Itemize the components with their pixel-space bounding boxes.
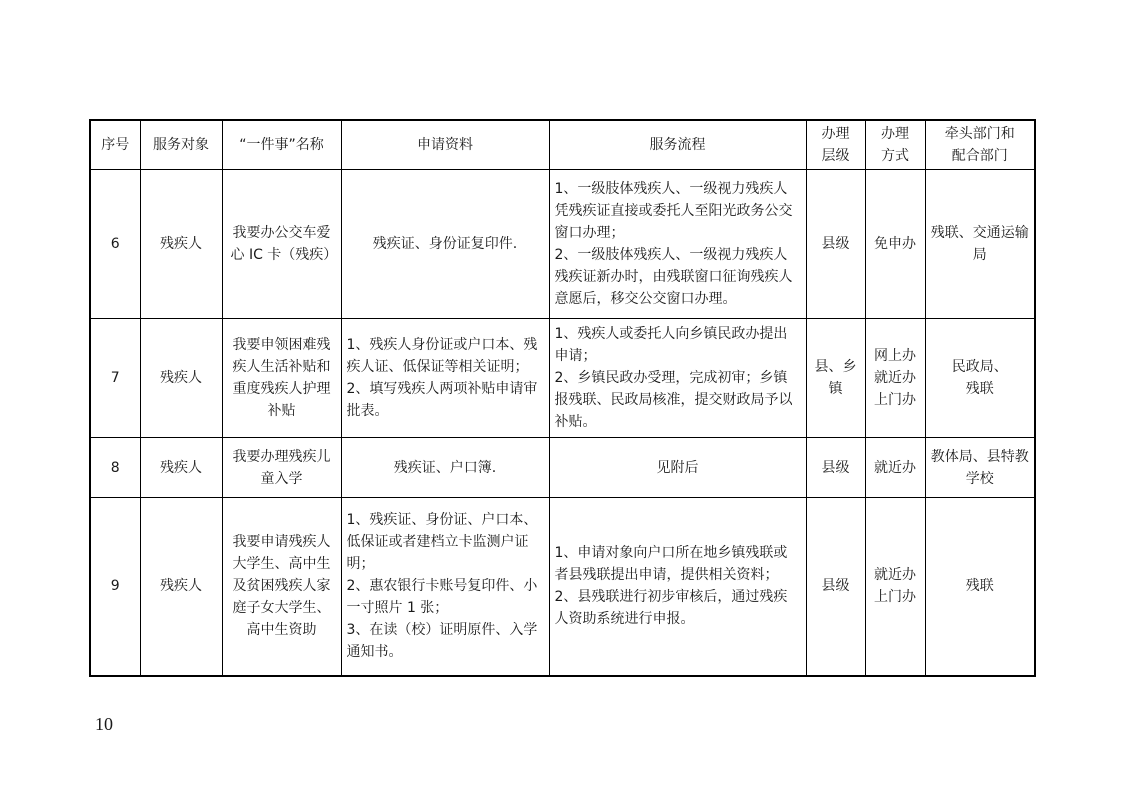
cell-materials: 残疾证、户口簿. [341,438,549,498]
cell-method: 就近办 上门办 [865,498,925,676]
header-level: 办理 层级 [806,120,865,170]
cell-materials: 1、残疾证、身份证、户口本、低保证或者建档立卡监测户证明； 2、惠农银行卡账号复印件、小一寸照片 1 张； 3、在读（校）证明原件、入学通知书。 [341,498,549,676]
table-row [90,170,1035,319]
header-materials: 申请资料 [341,120,549,170]
cell-process: 见附后 [549,438,806,498]
table-row [90,319,1035,438]
table-row [90,438,1035,498]
header-target: 服务对象 [140,120,222,170]
cell-level: 县级 [806,438,865,498]
cell-dept: 教体局、县特教学校 [925,438,1035,498]
cell-seq: 9 [90,498,140,676]
cell-process: 1、一级肢体残疾人、一级视力残疾人凭残疾证直接或委托人至阳光政务公交窗口办理； 2、一级肢体残疾人、一级视力残疾人残疾证新办时，由残联窗口征询残疾人意愿后，移交公交窗口办理。 [549,170,806,319]
cell-name: 我要申请残疾人大学生、高中生及贫困残疾人家庭子女大学生、高中生资助 [222,498,341,676]
table-row [90,498,1035,676]
cell-name: 我要办公交车爱心 IC 卡（残疾） [222,170,341,319]
page-number: 10 [95,714,113,734]
cell-dept: 民政局、 残联 [925,319,1035,438]
cell-materials: 残疾证、身份证复印件. [341,170,549,319]
cell-dept: 残联、交通运输局 [925,170,1035,319]
header-process: 服务流程 [549,120,806,170]
cell-level: 县级 [806,170,865,319]
cell-level: 县、乡镇 [806,319,865,438]
cell-seq: 6 [90,170,140,319]
cell-method: 免申办 [865,170,925,319]
cell-level: 县级 [806,498,865,676]
cell-seq: 8 [90,438,140,498]
cell-process: 1、残疾人或委托人向乡镇民政办提出申请； 2、乡镇民政办受理，完成初审；乡镇报残联、民政局核准，提交财政局予以补贴。 [549,319,806,438]
header-method: 办理 方式 [865,120,925,170]
cell-name: 我要申领困难残疾人生活补贴和重度残疾人护理补贴 [222,319,341,438]
cell-seq: 7 [90,319,140,438]
table-header-row [90,120,1035,170]
cell-process: 1、申请对象向户口所在地乡镇残联或者县残联提出申请，提供相关资料； 2、县残联进行初步审核后，通过残疾人资助系统进行申报。 [549,498,806,676]
cell-name: 我要办理残疾儿童入学 [222,438,341,498]
cell-method: 就近办 [865,438,925,498]
cell-materials: 1、残疾人身份证或户口本、残疾人证、低保证等相关证明； 2、填写残疾人两项补贴申请审批表。 [341,319,549,438]
header-seq: 序号 [90,120,140,170]
services-table [89,119,1036,677]
cell-target: 残疾人 [140,170,222,319]
cell-method: 网上办 就近办 上门办 [865,319,925,438]
cell-target: 残疾人 [140,498,222,676]
header-name: “一件事”名称 [222,120,341,170]
cell-target: 残疾人 [140,438,222,498]
cell-target: 残疾人 [140,319,222,438]
cell-dept: 残联 [925,498,1035,676]
header-dept: 牵头部门和 配合部门 [925,120,1035,170]
